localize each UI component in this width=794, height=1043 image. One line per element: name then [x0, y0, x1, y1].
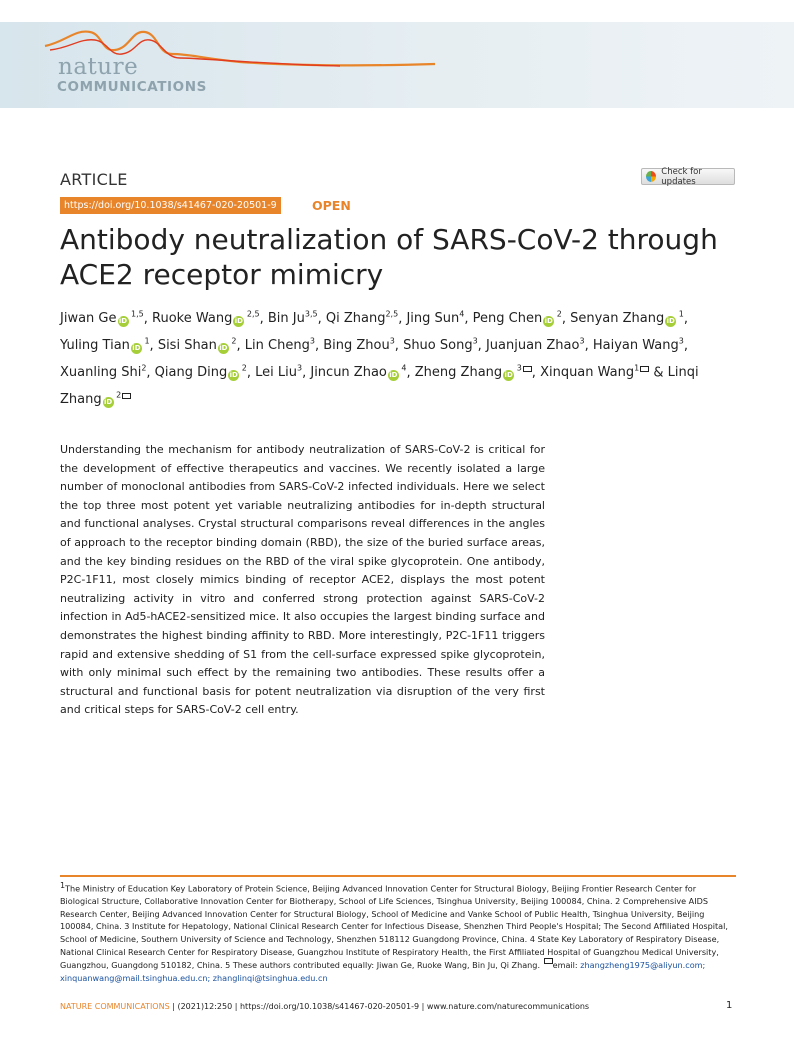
- orcid-icon[interactable]: iD: [504, 370, 513, 379]
- author-affiliation-marker: 3: [297, 363, 303, 373]
- author-entry: [473, 311, 562, 326]
- email-label: email:: [552, 960, 578, 971]
- email-links[interactable]: zhangzheng1975@aliyun.com; xinquanwang@mail.tsinghua.edu.cn; zhanglinqi@tsinghua.edu.cn: [60, 960, 706, 983]
- author-entry: [60, 338, 150, 353]
- author-name[interactable]: Lin Cheng: [244, 338, 310, 354]
- journal-logo-nature: nature: [58, 54, 139, 80]
- author-name[interactable]: Sisi Shan: [157, 338, 217, 354]
- author-affiliation-marker: 1: [141, 336, 150, 346]
- author-entry: [310, 365, 406, 380]
- author-name[interactable]: Yuling Tian: [60, 338, 130, 354]
- author-affiliation-marker: 3: [309, 336, 315, 346]
- orcid-icon[interactable]: iD: [544, 317, 553, 326]
- author-affiliation-marker: 3: [389, 336, 395, 346]
- affiliations-footnote: $^1$The Ministry of Education Key Laboratory of Protein Science, Beijing Advanced Innovation Center for Structural Biology, Beijing Frontier Research Center for Biological Structure, Collaborative Innovation Center for Biotherapy, School of Life Sciences, Tsinghua University, Beijing 100084, China. 2 Comprehensive AIDS Research Center, Beijing Advanced Innovation Center for Structural Biology, School of Medicine and Vanke School of Public Health, Tsinghua University, Beijing 100084, China. 3 Institute for Hepatology, National Clinical Research Center for Infectious Disease, Shenzhen Third People's Hospital; The Second Affiliated Hospital, School of Medicine, Southern University of Science and Technology, Shenzhen 518112 Guangdong Province, China. 4 State Key Laboratory of Respiratory Disease, National Clinical Research Center for Respiratory Disease, Guangzhou Institute of Respiratory Health, the First Affiliated Hospital of Guangzhou Medical University, Guangzhou, Guangdong 510182, China. 5 These authors contributed equally: Jiwan Ge, Ruoke Wang, Bin Ju, Qi Zhang. email: zhangzheng1975@aliyun.com; xinquanwang@mail.tsinghua.edu.cn; zhanglinqi@tsinghua.edu.cn: [60, 881, 728, 983]
- affiliations-text: The Ministry of Education Key Laboratory of Protein Science, Beijing Advanced Innovation Center for Structural Biology, Beijing Frontier Research Center for Biological Structure, Collaborative Innovation Center for Biotherapy, School of Life Sciences, Tsinghua University, Beijing 100084, China. 2 Comprehensive AIDS Research Center, Beijing Advanced Innovation Center for Structural Biology, School of Medicine and Vanke School of Public Health, Tsinghua University, Beijing 100084, China. 3 Institute for Hepatology, National Clinical Research Center for Infectious Disease, Shenzhen Third People's Hospital; The Second Affiliated Hospital, School of Medicine, Southern University of Science and Technology, Shenzhen 518112 Guangdong Province, China. 4 State Key Laboratory of Respiratory Disease, National Clinical Research Center for Respiratory Disease, Guangzhou Institute of Respiratory Health, the First Affiliated Hospital of Guangzhou Medical University, Guangzhou, Guangdong 510182, China. 5 These authors contributed equally: Jiwan Ge, Ruoke Wang, Bin Ju, Qi Zhang.: [60, 883, 728, 971]
- author-name[interactable]: Xuanling Shi: [60, 364, 142, 380]
- author-entry: [323, 338, 395, 353]
- author-name[interactable]: Bing Zhou: [323, 338, 390, 354]
- author-affiliation-marker: 3: [472, 336, 478, 346]
- author-affiliation-marker: 3: [678, 336, 684, 346]
- check-for-updates-button[interactable]: [641, 168, 735, 185]
- orcid-icon[interactable]: iD: [104, 397, 113, 406]
- open-access-label: OPEN: [312, 198, 351, 213]
- orcid-icon[interactable]: iD: [219, 344, 228, 353]
- author-affiliation-marker: 1,5: [128, 310, 144, 319]
- author-name[interactable]: Zheng Zhang: [414, 364, 503, 380]
- abstract-text: Understanding the mechanism for antibody neutralization of SARS-CoV-2 is critical for the development of effective therapeutics and vaccines. We recently isolated a large number of monoclonal antibodies from SARS-CoV-2 infected individuals. Here we select the top three most potent yet variable neutralizing antibodies for in-depth structural and functional analyses. Crystal structural comparisons reveal differences in the angles of approach to the receptor binding domain (RBD), the size of the buried surface areas, and the key binding residues on the RBD of the viral spike glycoprotein. One antibody, P2C-1F11, most closely mimics binding of receptor ACE2, displays the most potent neutralizing activity in vitro and conferred strong protection against SARS-CoV-2 infection in Ad5-hACE2-sensitized mice. It also occupies the largest binding surface and demonstrates the highest binding affinity to RBD. More interestingly, P2C-1F11 triggers rapid and extensive shedding of S1 from the cell-surface expressed spike glycoprotein, with only minimal such effect by the remaining two antibodies. These results offer a structural and functional basis for potent neutralization via disruption of the very first and critical steps for SARS-CoV-2 cell entry.: [60, 443, 545, 717]
- author-name[interactable]: Jing Sun: [406, 311, 460, 327]
- article-title: Antibody neutralization of SARS-CoV-2 through ACE2 receptor mimicry: [60, 223, 718, 291]
- author-affiliation-marker: 3,5: [304, 310, 318, 319]
- author-affiliation-marker: 4: [459, 310, 465, 319]
- orcid-icon[interactable]: iD: [118, 317, 128, 326]
- author-affiliation-marker: 2: [239, 363, 247, 373]
- author-name[interactable]: Senyan Zhang: [570, 311, 665, 327]
- footnote-divider: [60, 875, 736, 877]
- footer-journal-name: NATURE COMMUNICATIONS: [60, 1002, 170, 1011]
- author-entry: [570, 311, 684, 326]
- mail-icon[interactable]: [523, 366, 532, 372]
- author-affiliation-marker: 3: [579, 336, 585, 346]
- orcid-icon[interactable]: iD: [389, 370, 398, 379]
- author-affiliation-marker: 2: [113, 390, 122, 400]
- author-affiliation-marker: 2,5: [385, 310, 399, 319]
- author-name[interactable]: Jiwan Ge: [60, 311, 117, 327]
- author-entry: [158, 338, 237, 353]
- author-entry: [326, 311, 398, 326]
- author-entry: [540, 365, 649, 380]
- orcid-icon[interactable]: iD: [666, 317, 675, 326]
- author-name[interactable]: Ruoke Wang: [152, 311, 233, 327]
- author-name[interactable]: Bin Ju: [267, 311, 305, 327]
- orcid-icon[interactable]: iD: [229, 370, 238, 379]
- orcid-icon[interactable]: iD: [234, 317, 243, 326]
- mail-icon: [544, 958, 553, 964]
- author-entry: [245, 338, 315, 353]
- crossmark-icon: [646, 171, 656, 182]
- page-footer: [60, 1002, 736, 1011]
- author-entry: [255, 365, 302, 380]
- author-entry: [403, 338, 478, 353]
- mail-icon[interactable]: [122, 393, 131, 399]
- author-name[interactable]: Qi Zhang: [325, 311, 386, 327]
- author-affiliation-marker: 1: [634, 363, 640, 373]
- journal-logo-communications: COMMUNICATIONS: [57, 79, 207, 95]
- author-affiliation-marker: 3: [514, 363, 522, 373]
- author-name[interactable]: Xinquan Wang: [540, 364, 635, 380]
- article-type-label: ARTICLE: [60, 170, 128, 189]
- author-affiliation-marker: 4: [398, 363, 407, 373]
- author-entry: [60, 365, 146, 380]
- author-name[interactable]: Shuo Song: [403, 338, 473, 354]
- footer-citation[interactable]: | (2021)12:250 | https://doi.org/10.1038/s41467-020-20501-9 | www.nature.com/naturecommunications: [172, 1002, 590, 1011]
- page-number: 1: [726, 1000, 733, 1011]
- author-affiliation-marker: 1: [676, 310, 684, 319]
- author-entry: [155, 365, 247, 380]
- author-entry: [593, 338, 684, 353]
- author-name[interactable]: Juanjuan Zhao: [485, 338, 580, 354]
- author-entry: [415, 365, 532, 380]
- author-conjunction: &: [653, 364, 664, 380]
- author-affiliation-marker: 2: [228, 336, 237, 346]
- author-affiliation-marker: 2,5: [244, 310, 260, 319]
- check-for-updates-label: Check for updates: [661, 166, 702, 187]
- author-entry: [152, 311, 260, 326]
- author-name[interactable]: Linqi Zhang: [60, 364, 699, 407]
- mail-icon[interactable]: [640, 366, 649, 372]
- author-entry: [60, 311, 144, 326]
- author-name[interactable]: Lei Liu: [255, 364, 297, 380]
- author-name[interactable]: Haiyan Wang: [592, 338, 679, 354]
- author-name[interactable]: Jincun Zhao: [310, 364, 387, 380]
- author-entry: [486, 338, 585, 353]
- orcid-icon[interactable]: iD: [132, 344, 141, 353]
- author-name[interactable]: Peng Chen: [472, 311, 543, 327]
- author-list: Jiwan Ge iD $^{1,5}$, Ruoke Wang iD $^{2,5}$, Bin Ju$^{3,5}$, Qi Zhang$^{2,5}$, Jing Sun$^4$, Peng Chen iD $^2$, Senyan Zhang iD $^1$, Yuling Tian iD $^1$, Sisi Shan iD $^2$, Lin Cheng$^3$, Bing Zhou$^3$, Shuo Song$^3$, Juanjuan Zhao$^3$, Haiyan Wang$^3$, Xuanling Shi$^2$, Qiang Ding iD $^2$, Lei Liu$^3$, Jincun Zhao iD $^4$, Zheng Zhang iD $^3$ , Xinquan Wang$^1$ & Linqi Zhang iD $^2$: [60, 310, 699, 407]
- author-affiliation-marker: 2: [141, 363, 147, 373]
- author-name[interactable]: Qiang Ding: [154, 364, 228, 380]
- doi-link[interactable]: https://doi.org/10.1038/s41467-020-20501-9: [60, 197, 281, 214]
- author-entry: [268, 311, 318, 326]
- author-affiliation-marker: 2: [554, 310, 562, 319]
- author-entry: [406, 311, 464, 326]
